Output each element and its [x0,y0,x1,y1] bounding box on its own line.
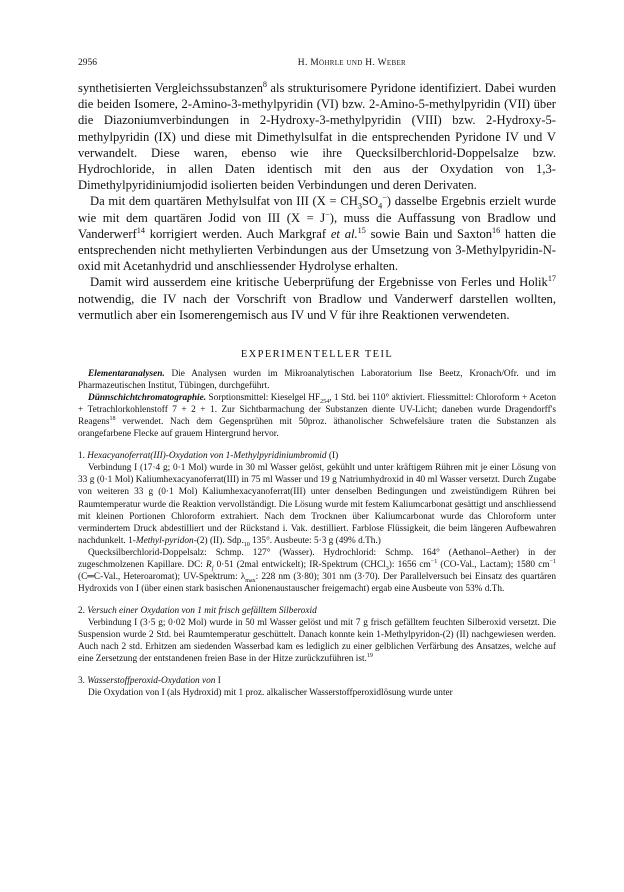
subsection-1-paragraph-2: Quecksilberchlorid-Doppelsalz: Schmp. 127° (Wasser). Hydrochlorid: Schmp. 164° (Aethanol–Aether) in der zugeschmolzenen Kapillare. DC: $R_f$ 0·51 (2mal entwickelt); IR-Spektrum (CHCl$_3$): 1656 $cm^{-1}$ (CO-Val., Lactam); 1580 $cm^{-1}$ (C═C-Val., Heteroaromat); UV-Spektrum: $\lambda_{max}$: 228 nm (3·80); 301 nm (3·70). Der Parallelversuch bei Einsatz des quartären Hydroxids von I (über einen stark basischen Anionenaustauscher freigemacht) ergab eine Ausbeute von 53% d.Th. [78,547,557,594]
experimental-section [78,368,556,699]
paragraph-2: Da mit dem quartären Methylsulfat von III $(X = CH_3SO_4^-)$ dasselbe Ergebnis erzielt wurde wie mit dem quartären Jodid von III (X = J−), muss die Auffassung von Bradlow und Vanderwerf$^{14}$ korrigiert werden. Auch Markgraf et al.$^{15}$ sowie Bain und Saxton$^{16}$ hatten die entsprechenden nicht methylierten Verbindungen aus der Umsetzung von 3-Methylpyridin-N-oxid mit Acetanhydrid und anschliessender Hydrolyse erhalten. [78,193,556,274]
main-text [78,80,556,323]
paragraph-1: synthetisierten Vergleichssubstanzen$^8$ als strukturisomere Pyridone identifiziert. Dabei wurden die beiden Isomere, 2-Amino-3-methylpyridin (VI) bzw. 2-Amino-5-methylpyridin (VII) über die Diazoniumverbindungen in 2-Hydroxy-3-methylpyridin (VIII) bzw. 2-Hydroxy-5-methylpyridin (IX) und diese mit Dimethylsulfat in die entsprechenden Pyridone IV und V verwandelt. Diese waren, ebenso wie ihre Quecksilberchlorid-Doppelsalze bzw. Hydrochloride, in allen Daten identisch mit den aus der Oxydation von 1,3-Dimethylpyridiniumjodid isolierten beiden Verbindungen und deren Derivaten. [78,79,556,193]
paragraph-3: Damit wird ausserdem eine kritische Ueberprüfung der Ergebnisse von Ferles und Holik$^{17}$ notwendig, die IV nach der Vorschrift von Bradlow und Vanderwerf darstellen wollten, vermutlich aber ein Isomerengemisch aus IV und V für ihre Reaktionen verwendeten. [78,274,556,322]
page-number: 2956 [78,58,97,68]
section-title: EXPERIMENTELLER TEIL [240,349,394,361]
subsection-1-heading: 1. Hexacyanoferrat(III)-Oxydation von 1-Methylpyridiniumbromid (I) [78,451,339,462]
tlc-paragraph: Dünnschichtchromatographie. Sorptionsmittel: Kieselgel $HF_{254}$, 1 Std. bei 110° aktiviert. Fliessmittel: Chloroform + Aceton + Tetrachlorkohlenstoff 7 + 2 + 1. Zur Sichtbarmachung der Substanzen diente UV-Licht; daneben wurde Dragendorff's Reagens$^{18}$ verwendet. Nach dem Gegensprühen mit 50proz. äthanolischer Schwefelsäure traten die Substanzen als orangefarbene Flecke auf grauem Hintergrund hervor. [78,393,556,440]
paper-page [78,58,556,699]
subsection-1-paragraph-1: Verbindung I (17·4 g; 0·1 Mol) wurde in 30 ml Wasser gelöst, gekühlt und unter kräftigem Rühren mit je einer Lösung von 33 g (0·1 Mol) Kaliumhexacyanoferrat(III) in 75 ml Wasser und 19 g Natriumhydroxid in 40 ml Wasser versetzt. Durch Zugabe von weiteren 33 g (0·1 Mol) Kaliumhexacyanoferrat(III) unter denselben Bedingungen und zweistündigem Rühren bei Raumtemperatur wurde die Reaktion vervollständigt. Die Lösung wurde mit festem Kaliumcarbonat gesättigt und anschliessend mit kleinen Portionen Chloroform extrahiert. Nach dem Trocknen über Kaliumcarbonat wurde das Chloroform unter vermindertem Druck abdestilliert und der Rückstand i. Vak. destilliert. Farblose Flüssigkeit, die beim längeren Aufbewahren nachdunkelt. 1-Methyl-pyridon-(2) (II). $Sdp._{10}$ 135°. Ausbeute: 5·3 g (49% d.Th.) [78,463,556,548]
elemental-analysis-paragraph: Elementaranalysen. Die Analysen wurden im Mikroanalytischen Laboratorium Ilse Beetz, Kronach/Ofr. und im Pharmazeutischen Institut, Tübingen, durchgeführt. [78,369,556,392]
running-authors: H. Möhrle und H. Weber [297,58,406,68]
running-header [78,58,556,68]
subsection-2-paragraph: Verbindung I (3·5 g; 0·02 Mol) wurde in 50 ml Wasser gelöst und mit 7 g frisch gefälltem feuchten Silberoxid versetzt. Die Suspension wurde 2 Std. bei Raumtemperatur geschüttelt. Danach konnte kein 1-Methylpyridon-(2) (II) nachgewiesen werden. Auch nach 2 std. Erhitzen am siedenden Wasserbad kam es lediglich zu einer gelblichen Verfärbung des Ansatzes, welche auf eine Zersetzung der entstandenen freien Base in der Hitze zurückzuführen ist.$^{19}$ [78,617,556,665]
subsection-2-heading: 2. Versuch einer Oxydation von 1 mit frisch gefälltem Silberoxid [78,605,317,616]
subsection-3-paragraph: Die Oxydation von I (als Hydroxid) mit 1 proz. alkalischer Wasserstoffperoxidlösung wurde unter [88,688,453,699]
subsection-3-heading: 3. Wasserstoffperoxid-Oxydation von I [78,676,221,687]
